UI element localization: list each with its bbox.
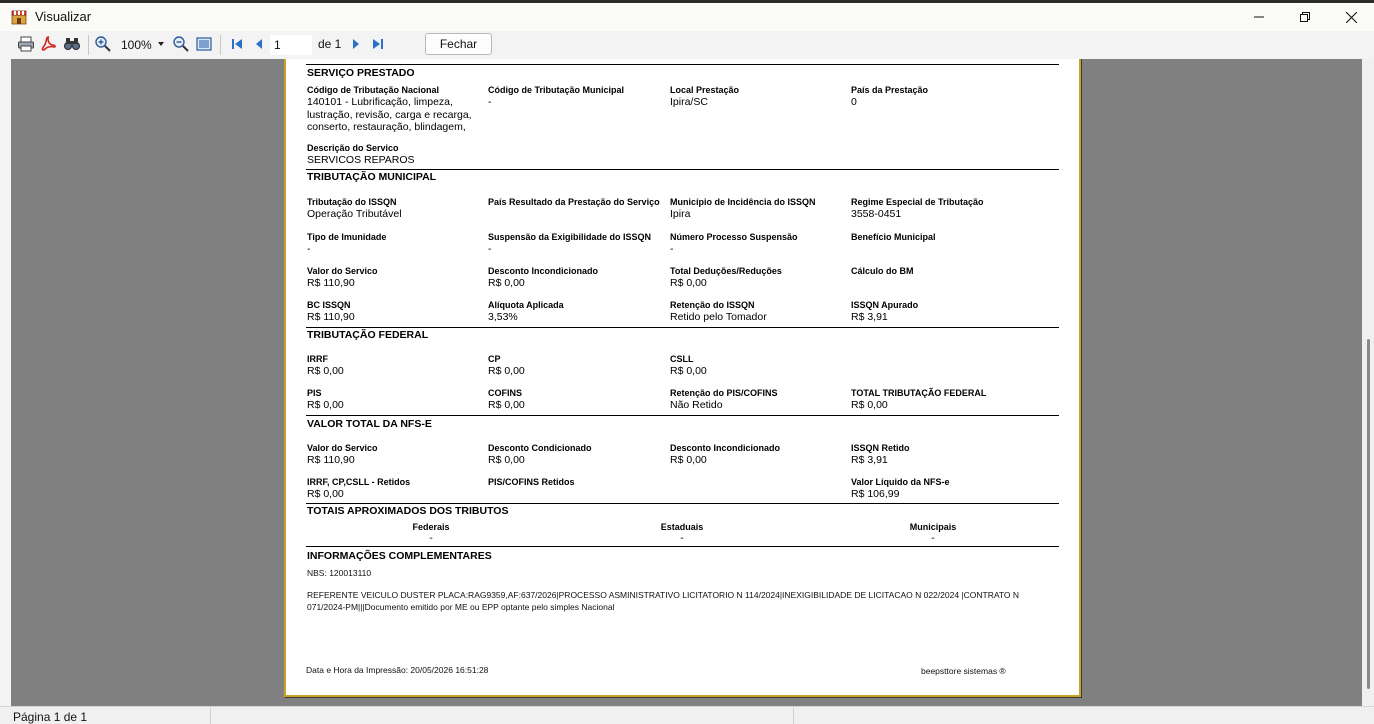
field-value: 3558-0451	[851, 208, 902, 220]
field-label: Suspensão da Exigibilidade do ISSQN	[488, 232, 652, 242]
field-value: R$ 3,91	[851, 311, 888, 323]
field-value: R$ 0,00	[670, 365, 707, 377]
field-label: País Resultado da Prestação do Serviço	[488, 197, 660, 207]
app-store-icon	[11, 9, 27, 25]
fit-page-icon	[195, 35, 213, 53]
binoculars-icon	[63, 35, 81, 53]
section-trib-federal-heading: TRIBUTAÇÃO FEDERAL	[307, 329, 429, 341]
field-label: Estaduais	[660, 522, 704, 532]
field-label: Cálculo do BM	[851, 266, 914, 276]
page-count-label: de 1	[318, 37, 342, 51]
nbs-code: NBS: 120013110	[307, 568, 372, 578]
cod-trib-nac-label: Código de Tributação Nacional	[307, 85, 440, 95]
field-value: Não Retido	[670, 399, 723, 411]
field-value: R$ 3,91	[851, 454, 888, 466]
document-page	[284, 59, 1081, 697]
zoom-select[interactable]	[118, 35, 166, 55]
field-label: Município de Incidência do ISSQN	[670, 197, 816, 207]
field-label: Regime Especial de Tributação	[851, 197, 984, 207]
first-page-icon	[230, 37, 244, 51]
zoom-value: 100%	[121, 38, 152, 52]
cod-trib-nac-value: 140101 - Lubrificação, limpeza, lustração, revisão, carga e recarga, conserto, restauração, blindagem,	[307, 96, 472, 133]
first-page-button[interactable]	[226, 33, 248, 55]
previous-page-button[interactable]	[248, 33, 270, 55]
field-value: Retido pelo Tomador	[670, 311, 767, 323]
field-label: TOTAL TRIBUTAÇÃO FEDERAL	[851, 388, 987, 398]
field-label: Retenção do PIS/COFINS	[670, 388, 778, 398]
document-content	[296, 59, 1061, 695]
field-value: R$ 0,00	[307, 488, 344, 500]
field-label: Benefício Municipal	[851, 232, 936, 242]
minimize-button[interactable]	[1236, 3, 1282, 31]
last-page-button[interactable]	[367, 33, 389, 55]
status-divider	[793, 708, 794, 724]
field-value: -	[429, 532, 433, 544]
field-label: ISSQN Retido	[851, 443, 910, 453]
section-info-heading: INFORMAÇÕES COMPLEMENTARES	[307, 550, 492, 562]
field-label: Valor Líquido da NFS-e	[851, 477, 950, 487]
field-value: R$ 0,00	[488, 399, 525, 411]
previous-page-icon	[252, 37, 266, 51]
preview-viewport[interactable]	[11, 59, 1362, 706]
descricao-servico-value: SERVICOS REPAROS	[307, 154, 415, 166]
close-window-button[interactable]	[1328, 3, 1374, 31]
find-button[interactable]	[61, 33, 83, 55]
field-label: Tipo de Imunidade	[307, 232, 387, 242]
pdf-icon	[39, 35, 57, 53]
restore-button[interactable]	[1282, 3, 1328, 31]
field-label: PIS/COFINS Retidos	[488, 477, 575, 487]
field-label: Municipais	[909, 522, 957, 532]
toolbar	[0, 31, 1374, 59]
field-label: Federais	[412, 522, 450, 532]
section-divider	[306, 169, 1059, 170]
title-bar	[0, 0, 1374, 31]
export-pdf-button[interactable]	[37, 33, 59, 55]
field-value: R$ 0,00	[488, 454, 525, 466]
descricao-servico-label: Descrição do Servico	[307, 143, 399, 153]
printer-icon	[17, 35, 35, 53]
field-value: R$ 0,00	[488, 277, 525, 289]
field-label: Valor do Servico	[307, 443, 378, 453]
zoom-out-icon	[172, 35, 190, 53]
field-value: R$ 0,00	[488, 365, 525, 377]
field-label: Número Processo Suspensão	[670, 232, 798, 242]
info-text-line-1: REFERENTE VEICULO DUSTER PLACA:RAG9359,AF:637/2026|PROCESSO ASMINISTRATIVO LICITATORIO N 114/2024|INEXIGIBILIDADE DE LICITACAO N 022/2024 |CONTRATO N	[307, 590, 1020, 600]
cod-trib-mun-value: -	[488, 96, 492, 108]
brand-credit: beepsttore sistemas ®	[921, 666, 1006, 676]
fechar-button[interactable]: Fechar	[425, 33, 492, 55]
print-button[interactable]	[15, 33, 37, 55]
section-divider	[306, 64, 1059, 65]
field-value: R$ 0,00	[307, 399, 344, 411]
field-label: CSLL	[670, 354, 694, 364]
info-text-line-2: 071/2024-PM|||Documento emitido por ME ou EPP optante pelo simples Nacional	[307, 602, 615, 612]
field-value: R$ 0,00	[670, 277, 707, 289]
section-divider	[306, 415, 1059, 416]
vertical-scrollbar[interactable]	[1362, 59, 1374, 706]
field-label: Desconto Condicionado	[488, 443, 592, 453]
field-label: Total Deduções/Reduções	[670, 266, 782, 276]
local-prestacao-value: Ipira/SC	[670, 96, 708, 108]
field-value: -	[931, 532, 935, 544]
page-width-button[interactable]	[193, 33, 215, 55]
field-label: Desconto Incondicionado	[488, 266, 599, 276]
field-value: Operação Tributável	[307, 208, 402, 220]
field-label: PIS	[307, 388, 322, 398]
field-label: BC ISSQN	[307, 300, 351, 310]
toolbar-separator	[220, 35, 221, 55]
field-label: COFINS	[488, 388, 523, 398]
toolbar-separator	[88, 35, 89, 55]
field-label: Tributação do ISSQN	[307, 197, 397, 207]
field-value: R$ 0,00	[851, 399, 888, 411]
field-label: IRRF, CP,CSLL - Retidos	[307, 477, 411, 487]
field-label: Desconto Incondicionado	[670, 443, 781, 453]
section-divider	[306, 327, 1059, 328]
status-bar	[0, 706, 1374, 724]
section-divider	[306, 503, 1059, 504]
field-value: -	[680, 532, 684, 544]
section-divider	[306, 546, 1059, 547]
zoom-in-button[interactable]	[92, 33, 114, 55]
pais-prestacao-label: País da Prestação	[851, 85, 929, 95]
pais-prestacao-value: 0	[851, 96, 857, 108]
window-title: Visualizar	[35, 9, 92, 24]
field-value: R$ 110,90	[307, 454, 355, 466]
field-value: -	[307, 243, 311, 255]
field-value: -	[488, 243, 492, 255]
field-value: R$ 0,00	[670, 454, 707, 466]
field-label: Valor do Servico	[307, 266, 378, 276]
next-page-button[interactable]	[345, 33, 367, 55]
section-servico-heading: SERVIÇO PRESTADO	[307, 67, 415, 79]
field-label: IRRF	[307, 354, 328, 364]
section-valor-total-heading: VALOR TOTAL DA NFS-E	[307, 418, 432, 430]
field-value: R$ 110,90	[307, 277, 355, 289]
field-value: R$ 0,00	[307, 365, 344, 377]
section-totais-heading: TOTAIS APROXIMADOS DOS TRIBUTOS	[307, 505, 509, 517]
field-value: -	[670, 243, 674, 255]
print-datetime: Data e Hora da Impressão: 20/05/2026 16:51:28	[306, 665, 489, 675]
local-prestacao-label: Local Prestação	[670, 85, 740, 95]
last-page-icon	[371, 37, 385, 51]
chevron-down-icon	[158, 42, 164, 46]
page-number-input[interactable]: 1	[270, 35, 312, 55]
field-label: ISSQN Apurado	[851, 300, 919, 310]
field-value: R$ 106,99	[851, 488, 900, 500]
page-status: Página 1 de 1	[13, 710, 88, 724]
zoom-out-button[interactable]	[170, 33, 192, 55]
field-label: CP	[488, 354, 501, 364]
status-divider	[210, 708, 211, 724]
cod-trib-mun-label: Código de Tributação Municipal	[488, 85, 625, 95]
field-label: Retenção do ISSQN	[670, 300, 755, 310]
field-value: Ipira	[670, 208, 691, 220]
field-value: R$ 110,90	[307, 311, 355, 323]
next-page-icon	[349, 37, 363, 51]
scrollbar-thumb[interactable]	[1367, 339, 1370, 689]
section-trib-municipal-heading: TRIBUTAÇÃO MUNICIPAL	[307, 171, 437, 183]
field-value: 3,53%	[488, 311, 518, 323]
field-label: Alíquota Aplicada	[488, 300, 564, 310]
zoom-in-icon	[94, 35, 112, 53]
